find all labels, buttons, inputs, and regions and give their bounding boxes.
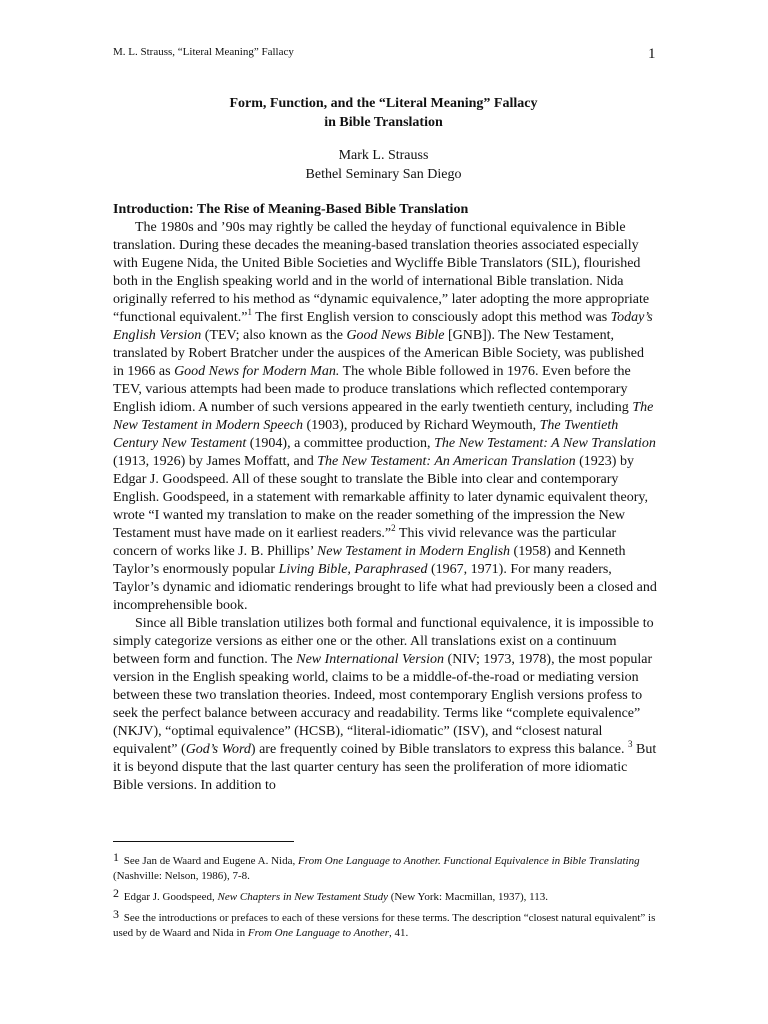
footnote-2 xyxy=(113,886,658,905)
italic-title: The New Testament: A New Translation xyxy=(434,436,656,451)
text-run: (1904), a committee production, xyxy=(246,436,435,451)
footnote-ref-2[interactable]: 2 xyxy=(391,523,396,533)
text-run: [GNB]). The New Testament, translated by Robert Bratcher under the auspices of the American Bible Society, was published in 1966 as xyxy=(113,328,644,379)
running-head: M. L. Strauss, “Literal Meaning” Fallacy xyxy=(113,46,294,58)
page-number: 1 xyxy=(648,46,656,62)
italic-title: The New Testament in Modern Speech xyxy=(113,400,654,433)
footnote-number: 3 xyxy=(113,907,119,921)
paper-title xyxy=(113,94,654,132)
text-run: The 1980s and ’90s may rightly be called the heyday of functional equivalence in Bible translation. During these decades the meaning-based translation theories associated especially with Eugene Nida, the United Bible Societies and Wycliffe Bible Translators (SIL), flourished both in the English speaking world and in the world of international Bible translation. Nida originally referred to his method as “dynamic equivalence,” later adopting the more appropriate “functional equivalent.” xyxy=(113,220,650,325)
footnote-ref-1[interactable]: 1 xyxy=(247,307,252,317)
text-run: (1967, 1971). For many readers, Taylor’s dynamic and idiomatic renderings brought to life what had previously been a closed and incomprehensible book. xyxy=(113,562,657,613)
text-run: The whole Bible followed in 1976. Even before the TEV, various attempts had been made to produce translations which reflected contemporary English idiom. A number of such versions appeared in the early twentieth century, including xyxy=(113,364,633,415)
italic-title: From One Language to Another. Functional Equivalence in Bible Translating xyxy=(298,855,640,867)
footnote-3 xyxy=(113,907,658,941)
author-block xyxy=(113,146,654,184)
italic-title: From One Language to Another xyxy=(247,927,390,939)
italic-title: Living Bible, Paraphrased xyxy=(278,562,428,577)
footnote-ref-3[interactable]: 3 xyxy=(628,739,633,749)
paragraph-2 xyxy=(113,615,658,795)
footnote-1 xyxy=(113,850,658,884)
section-heading: Introduction: The Rise of Meaning-Based Bible Translation xyxy=(113,202,469,217)
text-run: (New York: Macmillan, 1937), 113. xyxy=(387,891,548,903)
italic-title: God’s Word xyxy=(185,742,251,757)
italic-title: New Chapters in New Testament Study xyxy=(217,891,388,903)
text-run: Since all Bible translation utilizes both formal and functional equivalence, it is impossible to simply categorize versions as either one or the other. All translations exist on a continuum between form and function. The xyxy=(113,616,654,667)
text-run: (1958) and Kenneth Taylor’s enormously popular xyxy=(113,544,626,577)
text-run: (TEV; also known as the xyxy=(201,328,347,343)
text-run: (1903), produced by Richard Weymouth, xyxy=(303,418,540,433)
italic-title: Good News Bible xyxy=(346,328,445,343)
paragraph-1 xyxy=(113,219,658,615)
text-run: (1923) by Edgar J. Goodspeed. All of these sought to translate the Bible into clear and contemporary English. Goodspeed, in a statement with remarkable affinity to later dynamic equivalent theory, wrote “I wanted my translation to make on the reader something of the impression the New Testament must have made on it earliest readers.” xyxy=(113,454,648,541)
text-run: The first English version to consciously adopt this method was xyxy=(252,310,611,325)
title-line-1: Form, Function, and the “Literal Meaning” Fallacy xyxy=(229,96,538,111)
italic-title: New International Version xyxy=(296,652,445,667)
text-run: See Jan de Waard and Eugene A. Nida, xyxy=(121,855,298,867)
footnote-number: 1 xyxy=(113,850,119,864)
text-run: (1913, 1926) by James Moffatt, and xyxy=(113,454,318,469)
text-run: (Nashville: Nelson, 1986), 7-8. xyxy=(113,870,250,882)
body-text xyxy=(113,201,658,795)
footnote-divider xyxy=(113,841,294,842)
text-run: Edgar J. Goodspeed, xyxy=(121,891,218,903)
italic-title: Good News for Modern Man. xyxy=(174,364,340,379)
title-line-2: in Bible Translation xyxy=(324,115,443,130)
text-run: But it is beyond dispute that the last quarter century has seen the proliferation of more idiomatic Bible versions. In addition to xyxy=(113,742,657,793)
author-affiliation: Bethel Seminary San Diego xyxy=(305,167,462,182)
text-run: (NIV; 1973, 1978), the most popular version in the English speaking world, claims to be a middle-of-the-road or mediating version between these two translation theories. Indeed, most contemporary English versions profess to seek the perfect balance between accuracy and readability. Terms like “complete equivalence” (NKJV), “optimal equivalence” (HCSB), “literal-idiomatic” (ISV), and “closest natural equivalent” ( xyxy=(113,652,653,757)
footnote-number: 2 xyxy=(113,886,119,900)
italic-title: New Testament in Modern English xyxy=(316,544,511,559)
footnotes xyxy=(113,850,658,943)
text-run: , 41. xyxy=(389,927,409,939)
italic-title: The Twentieth Century New Testament xyxy=(113,418,619,451)
text-run: ) are frequently coined by Bible translators to express this balance. xyxy=(250,742,629,757)
author-name: Mark L. Strauss xyxy=(338,148,429,163)
text-run: See the introductions or prefaces to each of these versions for these terms. The description “closest natural equivalent” is used by de Waard and Nida in xyxy=(113,912,656,939)
italic-title: Today’s English Version xyxy=(113,310,653,343)
italic-title: The New Testament: An American Translation xyxy=(317,454,576,469)
text-run: This vivid relevance was the particular concern of works like J. B. Phillips’ xyxy=(113,526,617,559)
